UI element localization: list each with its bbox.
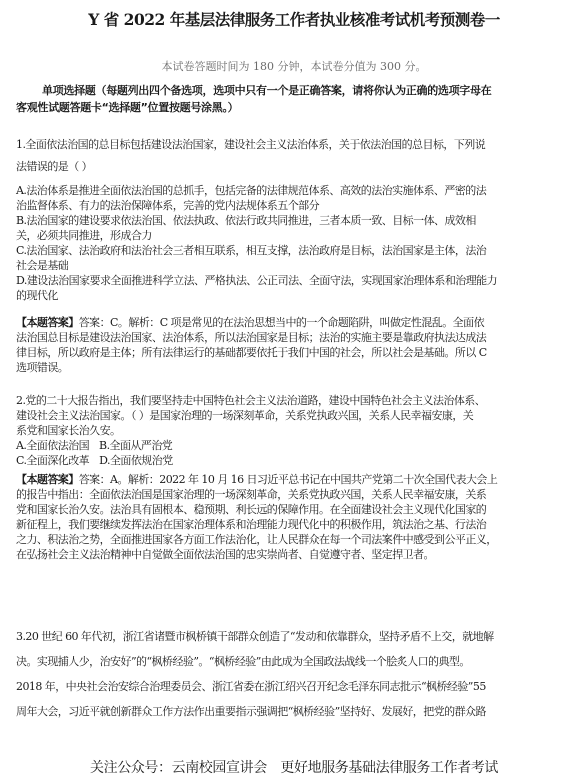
option-b: B.全面从严治党 <box>99 439 173 452</box>
question-text: 3.20 世纪 60 年代初，浙江省诸暨市枫桥镇干部群众创造了“发动和依靠群众，坚持矛盾不上交，就地解 <box>16 630 494 643</box>
answer-text: 答案：A。解析：2022 年 10 月 16 日习近平总书记在中国共产党第二十次全国代表大会上 <box>78 473 498 486</box>
answer-line <box>16 315 578 330</box>
option-text: B.法治国家的建设要求依法治国、依法执政、依法行政共同推进，三者本质一致、目标一体、成效相 <box>16 214 476 227</box>
option-c: C.全面深化改革 <box>16 454 90 467</box>
answer-text: 在弘扬社会主义法治精神中自觉做全面依法治国的忠实崇尚者、自觉遵守者、坚定捍卫者。 <box>16 548 434 561</box>
exam-title: Y 省 2022 年基层法律服务工作者执业核准考试机考预测卷一 <box>88 10 500 29</box>
option-text: 治监督体系、有力的法治保障体系，完善的党内法规体系五个部分 <box>16 199 320 212</box>
instructions-line: 单项选择题（每题列出四个备选项，选项中只有一个是正确答案，请将你认为正确的选项字母在 <box>42 84 492 97</box>
answer-text: 党和国家长治久安。法治具有固根本、稳预期、利长远的保障作用。在全面建设社会主义现代化国家的 <box>16 503 487 516</box>
question-1-stem <box>16 134 578 178</box>
question-text: 决。实现捕人少，治安好”的“枫桥经验”。“枫桥经验”由此成为全国政法战线一个脍炙人口的典型。 <box>16 655 470 668</box>
question-text: 系党和国家长治久安。 <box>16 424 121 437</box>
question-1-options <box>16 183 578 303</box>
answer-text: 新征程上，我们要继续发挥法治在国家治理体系和治理能力现代化中的积极作用，筑法治之基、行法治 <box>16 518 487 531</box>
answer-label: 【本题答案】 <box>16 316 79 329</box>
exam-subtitle: 本试卷答题时间为 180 分钟，本试卷分值为 300 分。 <box>161 60 427 73</box>
question-2 <box>16 393 578 468</box>
question-text: 2.党的二十大报告指出，我们要坚持走中国特色社会主义法治道路，建设中国特色社会主义法治体系、 <box>16 394 486 407</box>
question-text: 法错误的是（ ） <box>16 160 93 173</box>
option-text: 关，必须共同推进，形成合力 <box>16 229 152 242</box>
question-2-answer <box>16 472 578 562</box>
answer-text: 选项错误。 <box>16 361 69 374</box>
question-3 <box>16 624 578 724</box>
question-1-answer <box>16 315 578 375</box>
answer-line <box>16 472 578 487</box>
option-text: C.法治国家、法治政府和法治社会三者相互联系，相互支撑，法治政府是目标，法治国家是主体，法治 <box>16 244 487 257</box>
question-text: 建设社会主义法治国家。（ ）是国家治理的一场深刻革命，关系党执政兴国，关系人民幸福安康，关 <box>16 409 474 422</box>
option-text: A.法治体系是推进全面依法治国的总抓手，包括完备的法律规范体系、高效的法治实施体系、严密的法 <box>16 184 487 197</box>
answer-text: 之力、积法治之势，全面推进国家各方面工作法治化，让人民群众在每一个司法案件中感受到公平正义， <box>16 533 497 546</box>
answer-text: 法治国总目标是建设法治国家、法治体系，所以法治国家是目标；法治的实施主要是靠政府执法达成法 <box>16 331 487 344</box>
options-row <box>16 438 578 453</box>
option-text: 的现代化 <box>16 289 58 302</box>
answer-text: 律目标，所以政府是主体；所有法律运行的基础都要依托于我们中国的社会，所以社会是基础。所以 C <box>16 346 487 359</box>
option-text: 社会是基础 <box>16 259 69 272</box>
options-row <box>16 453 578 468</box>
answer-text: 答案：C。解析：C 项是常见的在法治思想当中的一个命题陷阱，叫做定性混乱。全面依 <box>78 316 485 329</box>
answer-label: 【本题答案】 <box>16 473 79 486</box>
instructions-line: 客观性试题答题卡“选择题”位置按题号涂黑。） <box>16 101 239 114</box>
question-text: 2018 年，中央社会治安综合治理委员会、浙江省委在浙江绍兴召开纪念毛泽东同志批示“枫桥经验”55 <box>16 680 486 693</box>
answer-text: 的报告中指出：全面依法治国是国家治理的一场深刻革命，关系党执政兴国，关系人民幸福安康，关系 <box>16 488 487 501</box>
page-footer: 关注公众号：云南校园宣讲会 更好地服务基础法律服务工作者考试 <box>90 760 498 776</box>
question-text: 周年大会，习近平就创新群众工作方法作出重要指示强调把“枫桥经验”坚持好、发展好，把党的群众路 <box>16 705 486 718</box>
option-a: A.全面依法治国 <box>16 439 90 452</box>
option-d: D.全面依规治党 <box>99 454 173 467</box>
option-text: D.建设法治国家要求全面推进科学立法、严格执法、公正司法、全面守法，实现国家治理体系和治理能力 <box>16 274 498 287</box>
question-text: 1.全面依法治国的总目标包括建设法治国家，建设社会主义法治体系，关于依法治国的总目标，下列说 <box>16 138 486 151</box>
section-instructions <box>16 82 576 116</box>
